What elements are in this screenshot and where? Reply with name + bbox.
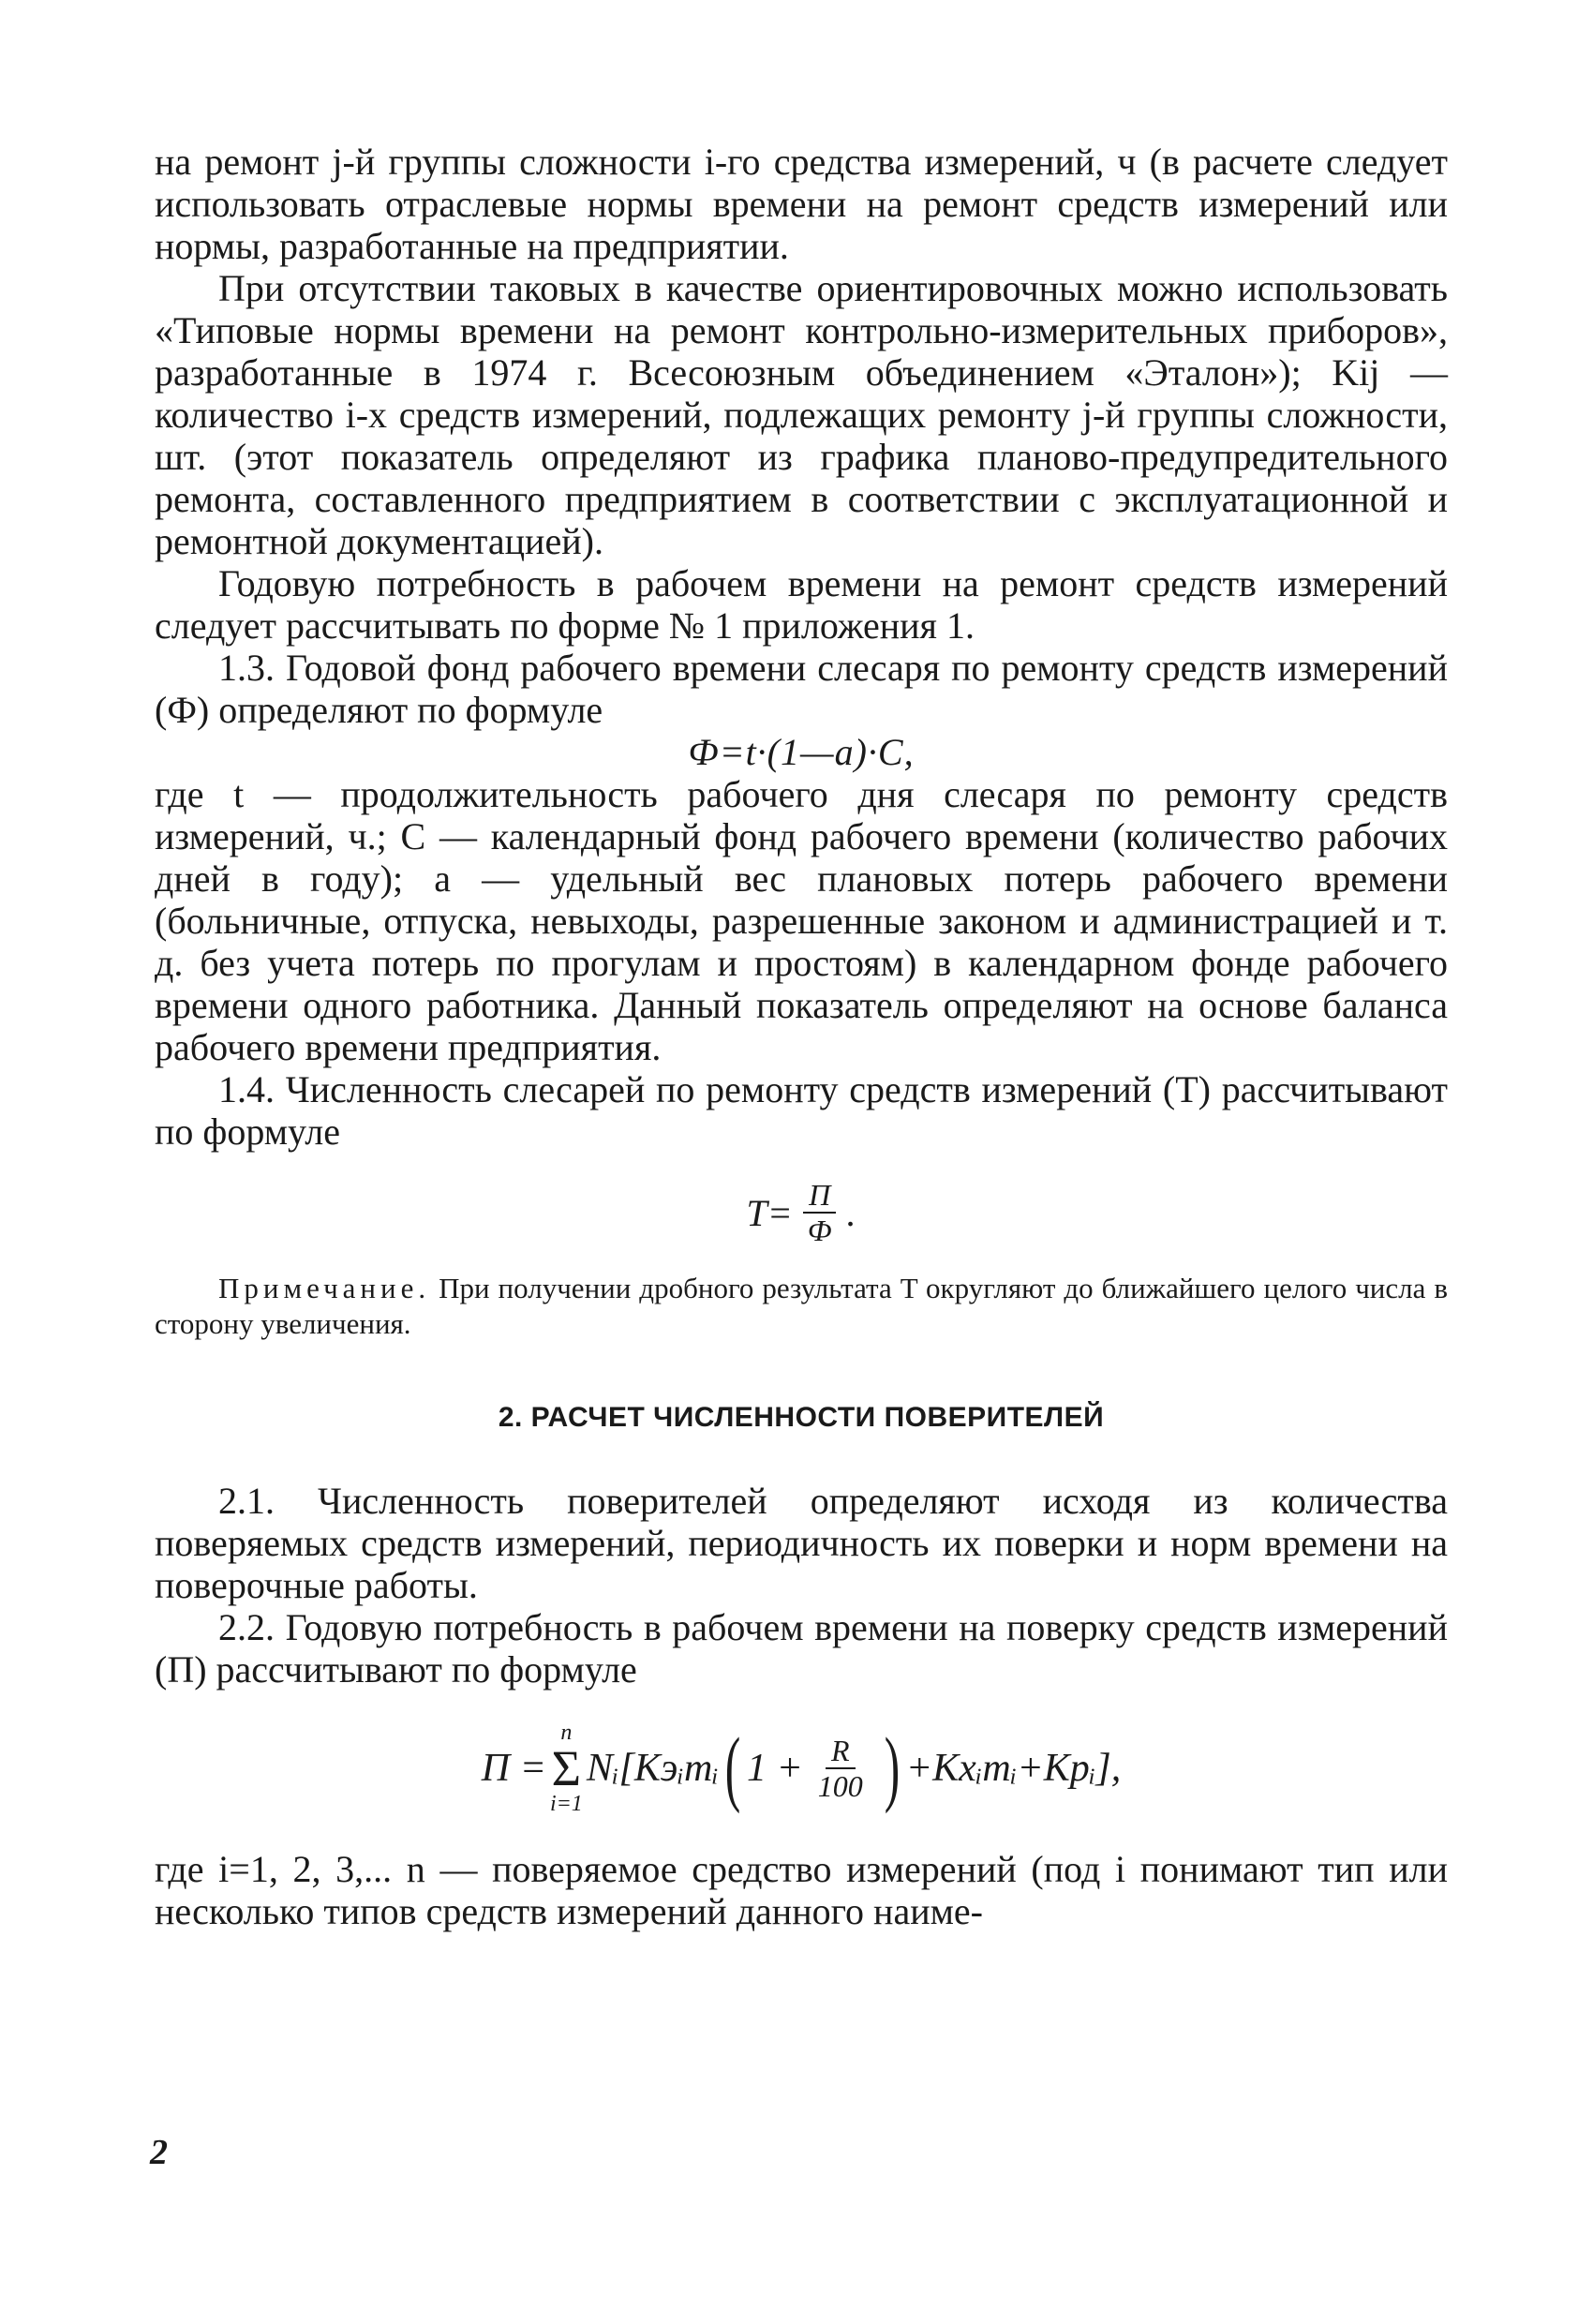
- fraction-r-denominator: 100: [817, 1769, 863, 1803]
- sum-sign: Σ: [551, 1740, 582, 1796]
- paragraph-2-2: 2.2. Годовую потребность в рабочем времени на поверку средств измерений (П) рассчитывают по формуле: [155, 1606, 1448, 1691]
- sum-upper-limit: n: [560, 1721, 573, 1745]
- formula-headcount: [155, 1166, 1448, 1259]
- formula-r-fraction: [812, 1734, 869, 1803]
- paragraph-2-1: 2.1. Численность поверителей определяют исходя из количества поверяемых средств измерений, периодичность их поверки и норм времени на поверочные работы.: [155, 1480, 1448, 1606]
- paragraph-2: При отсутствии таковых в качестве ориентировочных можно использовать «Типовые нормы времени на ремонт контрольно-измерительных приборов», разработанные в 1974 г. Всесоюзным объединением «Эталон»); Kij — количество i-х средств измерений, подлежащих ремонту j-й группы сложности, шт. (этот показатель определяют из графика планово-предупредительного ремонта, составленного предприятием в соответствии с эксплуатационной и ремонтной документацией).: [155, 267, 1448, 562]
- note-text: При получении дробного результата T округляют до ближайшего целого числа в сторону увеличения.: [155, 1272, 1448, 1340]
- page-number: 2: [150, 2133, 168, 2172]
- left-paren: (: [724, 1721, 741, 1814]
- fraction-r-numerator: R: [826, 1734, 856, 1769]
- formula-one-plus: 1 +: [746, 1746, 803, 1790]
- formula-tail: +Kхᵢmᵢ+Kрᵢ],: [905, 1746, 1122, 1790]
- right-paren: ): [884, 1721, 901, 1814]
- fraction-numerator: П: [803, 1178, 836, 1214]
- document-body: [155, 141, 1448, 1932]
- paragraph-1-3: 1.3. Годовой фонд рабочего времени слесаря по ремонту средств измерений (Ф) определяют по формуле: [155, 647, 1448, 731]
- summation: [550, 1721, 583, 1816]
- formula-headcount-fraction: [802, 1178, 838, 1247]
- formula-fund: Ф=t·(1—a)·C,: [688, 731, 915, 773]
- note-label: Примечание.: [218, 1272, 431, 1304]
- formula-term-1: Nᵢ[Kэᵢmᵢ: [586, 1746, 719, 1790]
- paragraph-1-4: 1.4. Численность слесарей по ремонту средств измерений (T) рассчитывают по формуле: [155, 1068, 1448, 1153]
- paragraph-where-i: где i=1, 2, 3,... n — поверяемое средство измерений (под i понимают тип или несколько типов средств измерений данного наиме-: [155, 1848, 1448, 1932]
- note: [155, 1271, 1448, 1342]
- fraction-denominator: Ф: [807, 1214, 832, 1247]
- paragraph-3: Годовую потребность в рабочем времени на ремонт средств измерений следует рассчитывать по форме № 1 приложения 1.: [155, 562, 1448, 647]
- formula-verification-lhs: П =: [481, 1746, 546, 1790]
- section-title: 2. РАСЧЕТ ЧИСЛЕННОСТИ ПОВЕРИТЕЛЕЙ: [498, 1402, 1105, 1433]
- sum-lower-limit: i=1: [549, 1792, 583, 1816]
- paragraph-definitions: где t — продолжительность рабочего дня слесаря по ремонту средств измерений, ч.; C — календарный фонд рабочего времени (количество рабочих дней в году); a — удельный вес плановых потерь рабочего времени (больничные, отпуска, невыходы, разрешенные законом и администрацией и т. д. без учета потерь по прогулам и простоям) в календарном фонде рабочего времени одного работника. Данный показатель определяют на основе баланса рабочего времени предприятия.: [155, 773, 1448, 1068]
- formula-verification: [155, 1698, 1448, 1839]
- paragraph-1: на ремонт j-й группы сложности i-го средства измерений, ч (в расчете следует использовать отраслевые нормы времени на ремонт средств измерений или нормы, разработанные на предприятии.: [155, 141, 1448, 267]
- formula-headcount-lhs: T=: [746, 1191, 793, 1234]
- formula-headcount-end: .: [846, 1191, 856, 1234]
